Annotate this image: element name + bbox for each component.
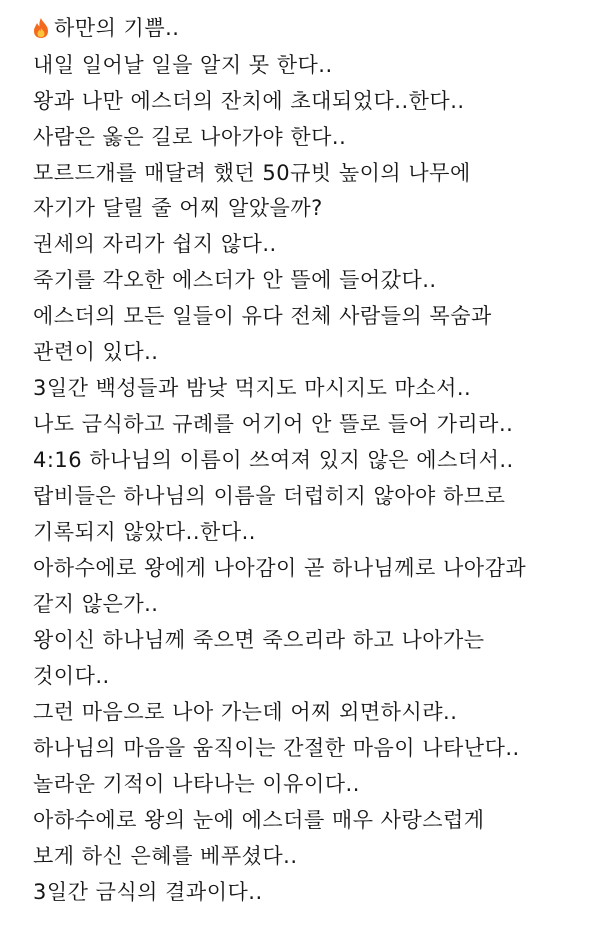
note-line-6: 권세의 자리가 쉽지 않다..	[33, 232, 277, 256]
note-line-13: 랍비들은 하나님의 이름을 더럽히지 않아야 하므로	[33, 484, 506, 508]
note-line-22: 아하수에로 왕의 눈에 에스더를 매우 사랑스럽게	[33, 808, 485, 832]
note-line-21: 놀라운 기적이 나타나는 이유이다..	[33, 772, 360, 796]
note-line-9: 관련이 있다..	[33, 340, 159, 364]
note-line-18: 것이다..	[33, 664, 110, 688]
note-line-20: 하나님의 마음을 움직이는 간절한 마음이 나타난다..	[33, 736, 520, 760]
note-line-16: 같지 않은가..	[33, 592, 159, 616]
note-line-19: 그런 마음으로 나아 가는데 어찌 외면하시랴..	[33, 700, 458, 724]
note-line-3: 사람은 옳은 길로 나아가야 한다..	[33, 125, 347, 149]
note-line-10: 3일간 백성들과 밤낮 먹지도 마시지도 마소서..	[33, 376, 472, 400]
note-line-5: 자기가 달릴 줄 어찌 알았을까?	[33, 196, 323, 220]
note-line-14: 기록되지 않았다..한다..	[33, 520, 256, 544]
note-line-15: 아하수에로 왕에게 나아감이 곧 하나님께로 나아감과	[33, 556, 527, 580]
note-line-17: 왕이신 하나님께 죽으면 죽으리라 하고 나아가는	[33, 628, 485, 652]
note-title: 하만의 기쁨..	[54, 16, 180, 40]
note-line-4: 모르드개를 매달려 했던 50규빗 높이의 나무에	[33, 161, 471, 185]
note-line-8: 에스더의 모든 일들이 유다 전체 사람들의 목숨과	[33, 304, 492, 328]
note-line-24: 3일간 금식의 결과이다..	[33, 880, 263, 904]
fire-icon	[32, 17, 50, 39]
note-line-2: 왕과 나만 에스더의 잔치에 초대되었다..한다..	[33, 89, 465, 113]
note-line-11: 나도 금식하고 규례를 어기어 안 뜰로 들어 가리라..	[33, 412, 514, 436]
note-line-12: 4:16 하나님의 이름이 쓰여져 있지 않은 에스더서..	[33, 448, 514, 472]
note-title-row	[0, 13, 600, 43]
note-line-7: 죽기를 각오한 에스더가 안 뜰에 들어갔다..	[33, 268, 437, 292]
note-line-1: 내일 일어날 일을 알지 못 한다..	[33, 53, 333, 77]
note-line-23: 보게 하신 은혜를 베푸셨다..	[33, 844, 298, 868]
